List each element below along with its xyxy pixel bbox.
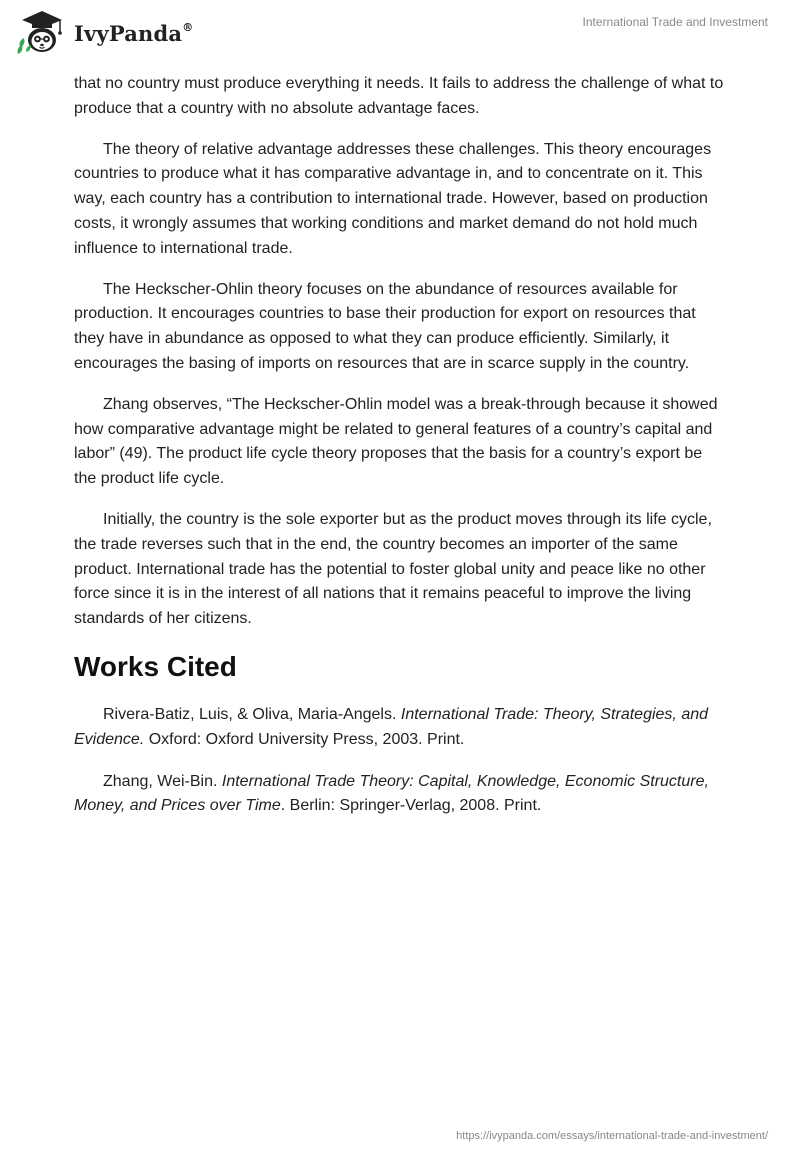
paragraph: The theory of relative advantage addresses these challenges. This theory encourages countries to produce what it has comparative advantage in, and to concentrate on it. This way, each country has a contribution to international trade. However, based on production costs, it wrongly assumes that working conditions and market demand do not hold much influence to international trade. <box>74 140 712 257</box>
paragraph: that no country must produce everything it needs. It fails to address the challenge of what to produce that a country with no absolute advantage faces. <box>74 75 724 117</box>
brand-name: IvyPanda® <box>74 20 194 46</box>
citation-publisher: Oxford: Oxford University Press, 2003. Print. <box>144 730 465 748</box>
works-cited-heading: Works Cited <box>74 650 237 682</box>
paragraph: Initially, the country is the sole exporter but as the product moves through its life cycle, the trade reverses such that in the end, the country becomes an importer of the same product. International trade has the potential to foster global unity and peace like no other force since it is in the interest of all nations that it remains peaceful to improve the living standards of her citizens. <box>74 510 712 628</box>
citation-entry <box>74 703 726 753</box>
citation-author: Zhang, Wei-Bin. <box>103 772 222 790</box>
essay-body <box>74 72 726 836</box>
page-header <box>0 0 800 64</box>
citation-title: International Trade: Theory, Strategies, and Evidence. <box>74 705 709 748</box>
source-url-link[interactable]: https://ivypanda.com/essays/international-trade-and-investment/ <box>456 1130 768 1142</box>
document-title: International Trade and Investment <box>582 15 768 29</box>
citation-entry <box>74 770 726 820</box>
citation-publisher: . Berlin: Springer-Verlag, 2008. Print. <box>280 797 542 815</box>
paragraph: Zhang observes, “The Heckscher-Ohlin model was a break-through because it showed how comparative advantage might be related to general features of a country’s capital and labor” (49). The product life cycle theory proposes that the basis for a country’s export be the product life cycle. <box>74 395 718 488</box>
citation-author: Rivera-Batiz, Luis, & Oliva, Maria-Angels. <box>103 705 401 723</box>
ivypanda-logo[interactable] <box>14 8 193 58</box>
paragraph: The Heckscher-Ohlin theory focuses on the abundance of resources available for production. It encourages countries to base their production for export on resources that they have in abundance as opposed to what they can produce efficiently. Similarly, it encourages the basing of imports on resources that are in scarce supply in the country. <box>74 280 696 372</box>
panda-graduate-icon <box>14 8 70 58</box>
citation-title: International Trade Theory: Capital, Knowledge, Economic Structure, Money, and Prices over Time <box>74 772 709 815</box>
